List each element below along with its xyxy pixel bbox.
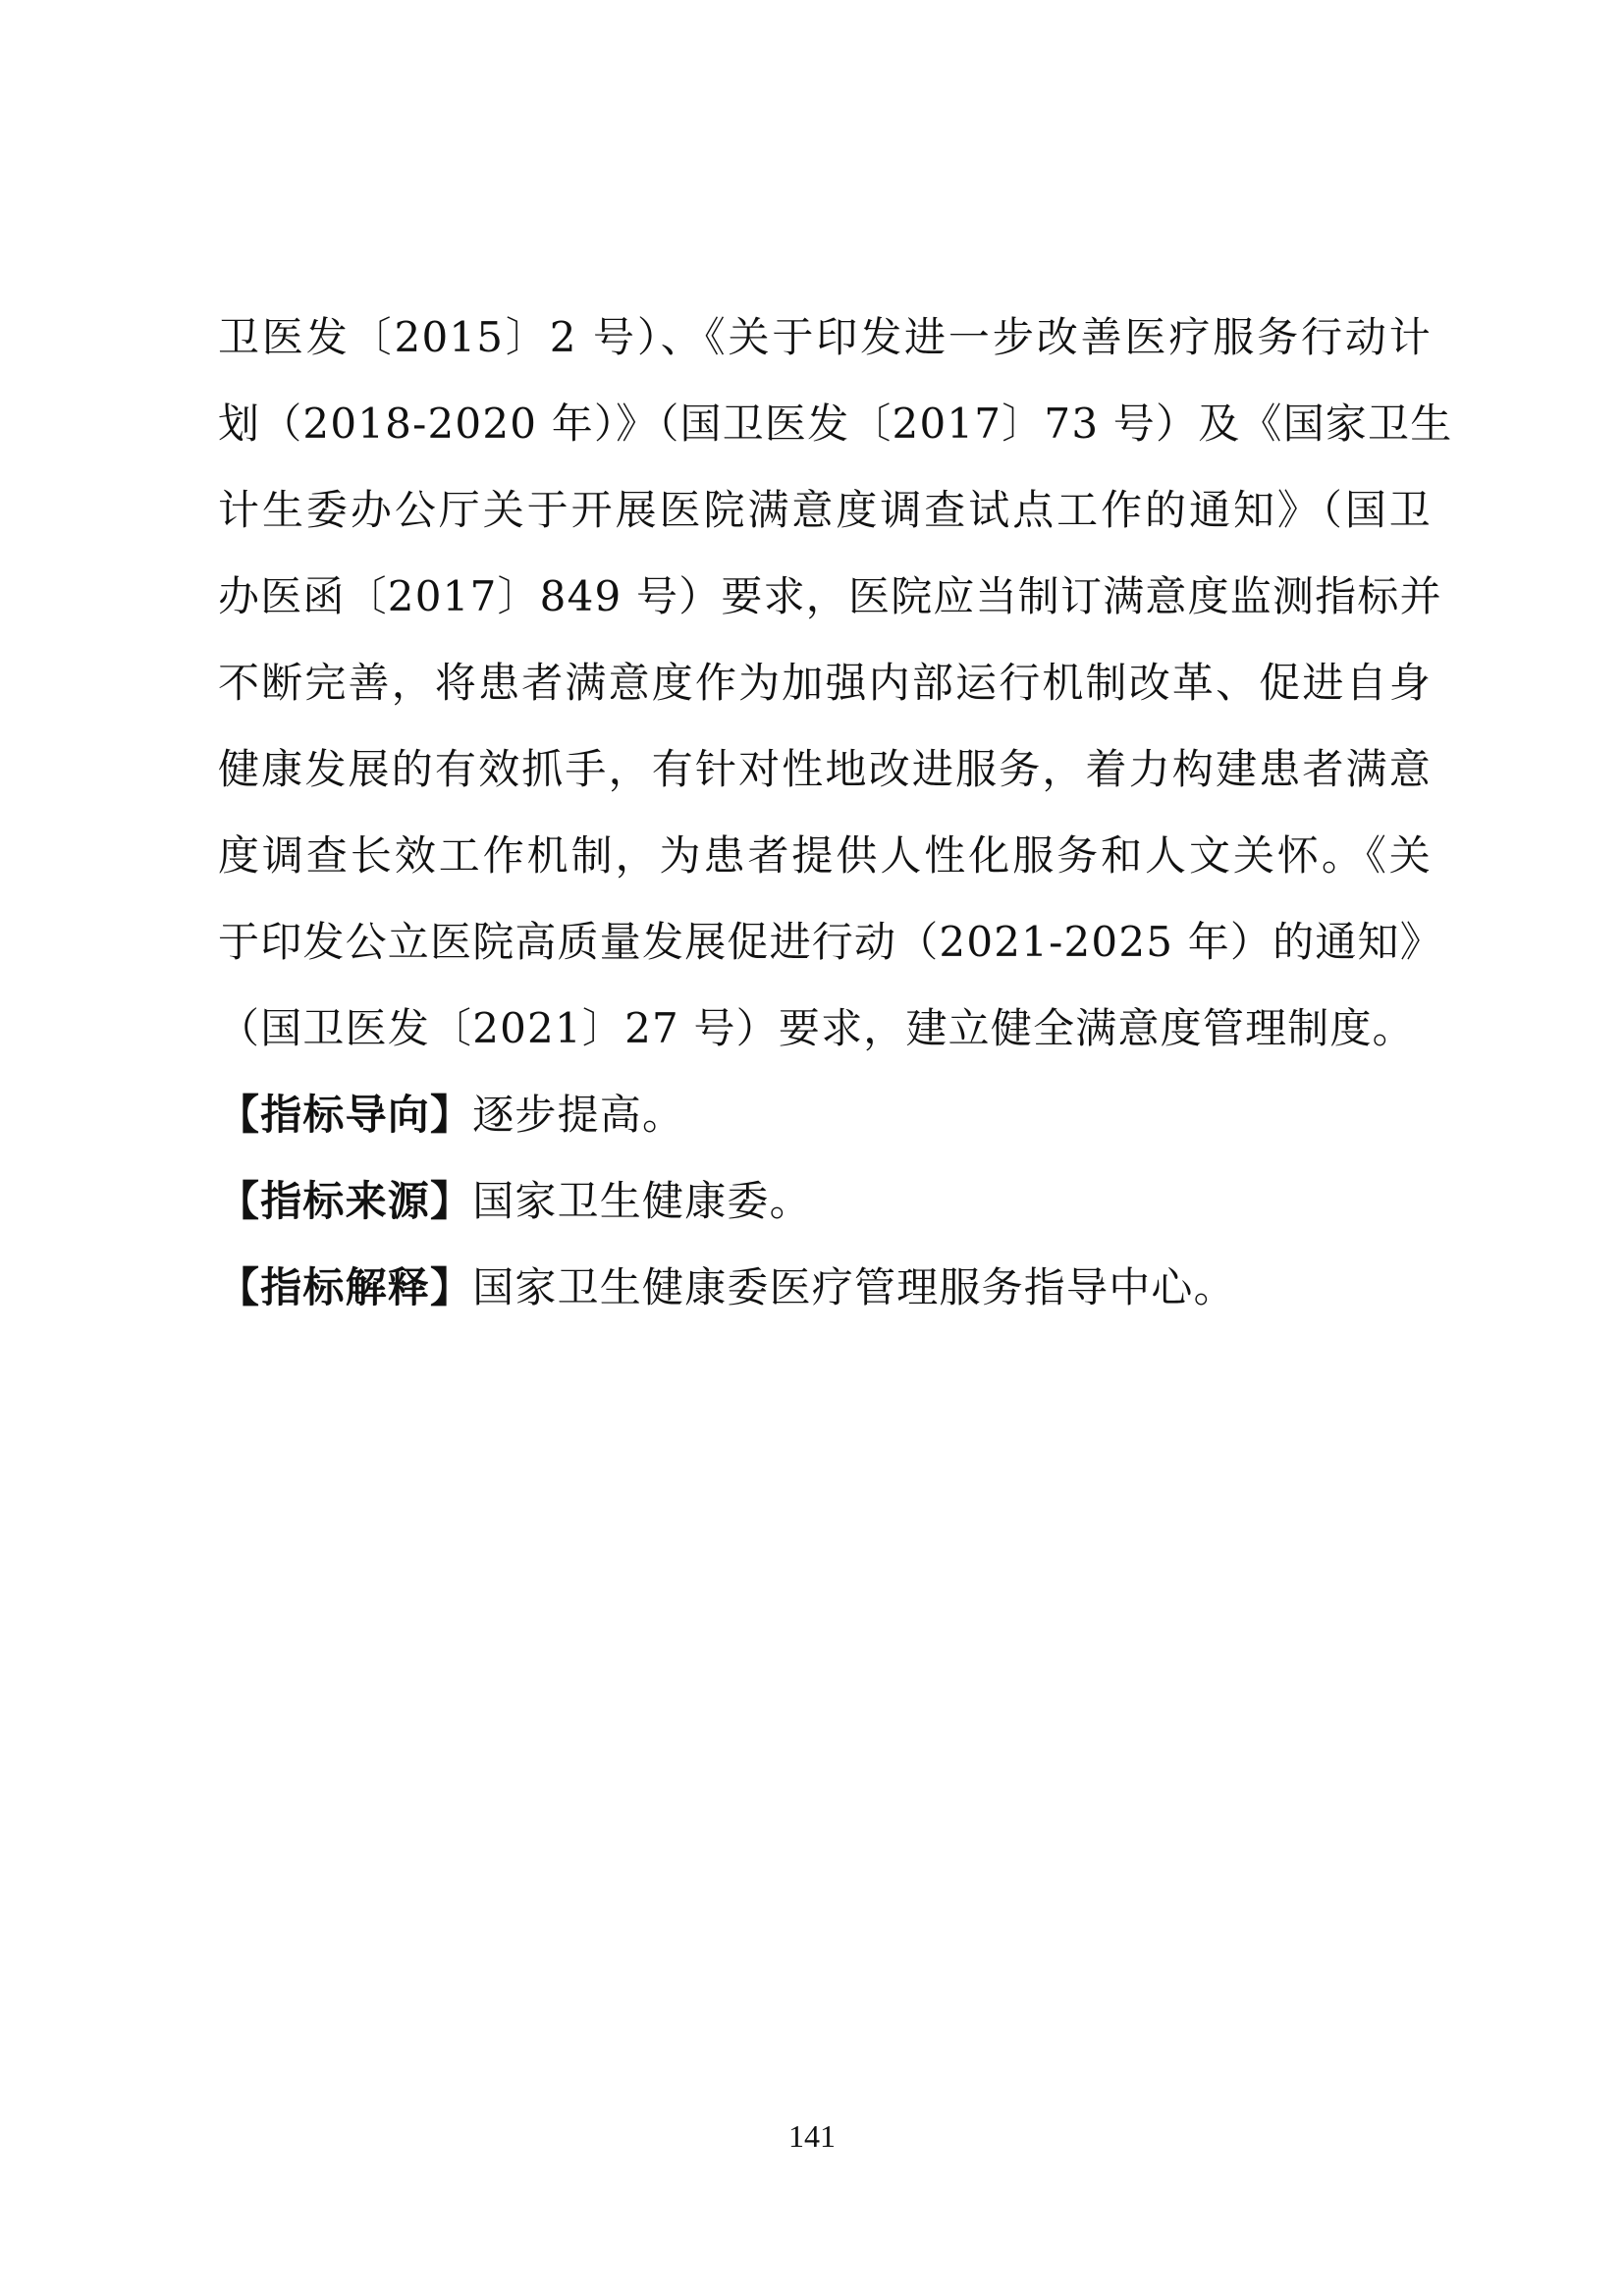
- paragraph-line: 办医函〔2017〕849 号）要求，医院应当制订满意度监测指标并: [218, 572, 1442, 620]
- field-indicator-direction: [218, 1072, 1432, 1158]
- paragraph-line: 健康发展的有效抓手，有针对性地改进服务，着力构建患者满意: [218, 745, 1432, 793]
- field-value-indicator-direction: 逐步提高。: [472, 1091, 685, 1139]
- paragraph-line: 度调查长效工作机制，为患者提供人性化服务和人文关怀。《关: [218, 831, 1432, 880]
- paragraph-line: 不断完善，将患者满意度作为加强内部运行机制改革、促进自身: [218, 659, 1432, 707]
- field-label-indicator-source: 【指标来源】: [218, 1177, 473, 1225]
- paragraph-line: 划（2018-2020 年）》（国卫医发〔2017〕73 号）及《国家卫生: [218, 400, 1453, 448]
- page-number: 141: [788, 2118, 836, 2154]
- paragraph-line: 计生委办公厅关于开展医院满意度调查试点工作的通知》（国卫: [218, 486, 1432, 534]
- field-indicator-source: [218, 1158, 1432, 1245]
- document-body: [218, 294, 1453, 1331]
- field-value-indicator-interpretation: 国家卫生健康委医疗管理服务指导中心。: [472, 1263, 1236, 1311]
- paragraph-line-last: （国卫医发〔2021〕27 号）要求，建立健全满意度管理制度。: [218, 1004, 1415, 1052]
- field-label-indicator-direction: 【指标导向】: [218, 1091, 473, 1139]
- field-value-indicator-source: 国家卫生健康委。: [472, 1177, 812, 1225]
- field-label-indicator-interpretation: 【指标解释】: [218, 1263, 473, 1311]
- paragraph-line: 于印发公立医院高质量发展促进行动（2021-2025 年）的通知》: [218, 918, 1442, 966]
- paragraph-line: 卫医发〔2015〕2 号）、《关于印发进一步改善医疗服务行动计: [218, 313, 1432, 361]
- field-indicator-interpretation: [218, 1245, 1432, 1331]
